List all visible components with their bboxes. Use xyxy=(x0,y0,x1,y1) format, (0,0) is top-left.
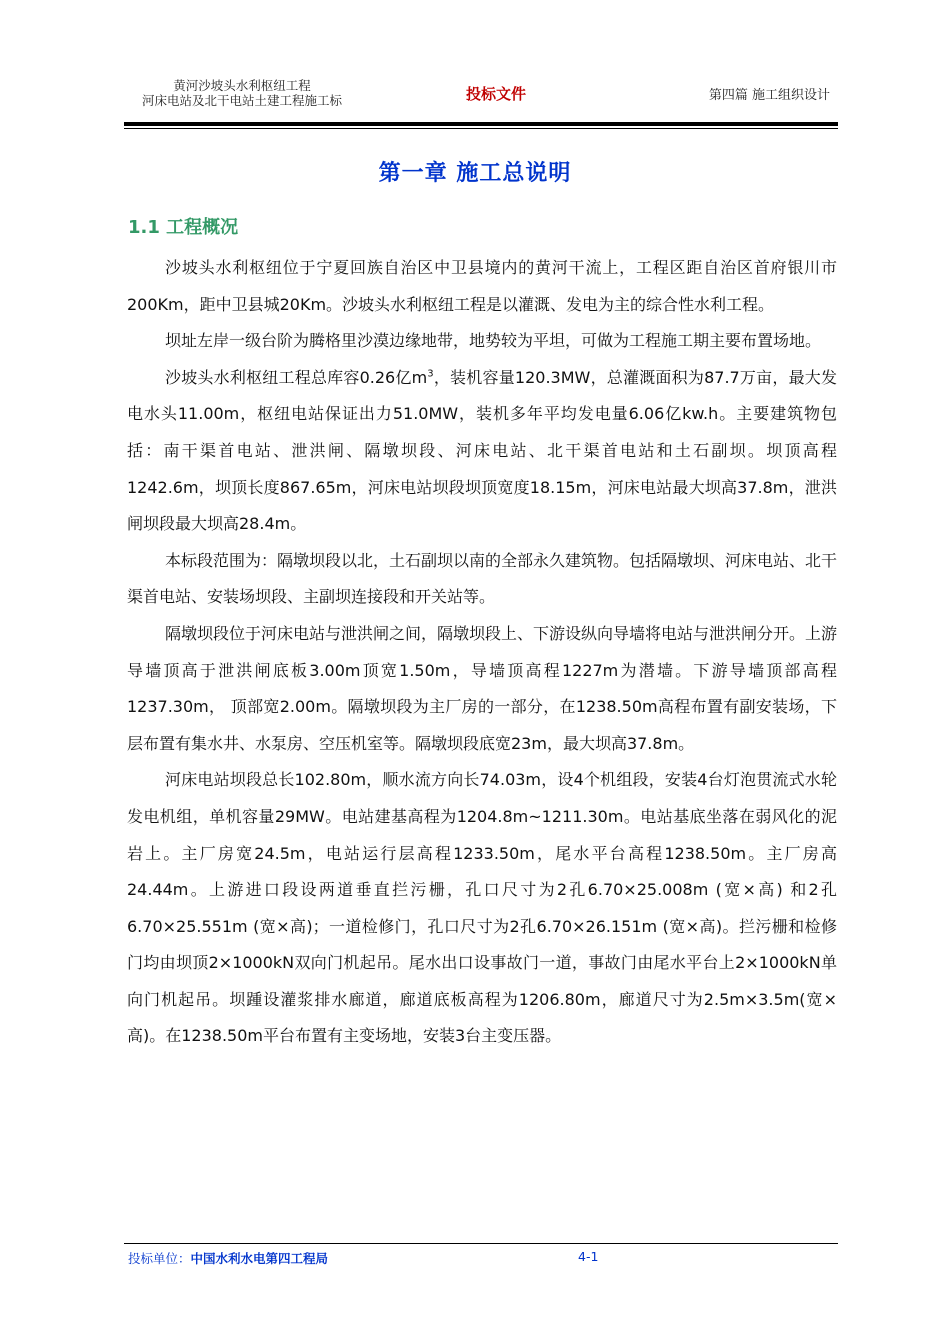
header-document-type: 投标文件 xyxy=(466,85,527,103)
paragraph-scope: 本标段范围为：隔墩坝段以北，土石副坝以南的全部永久建筑物。包括隔墩坝、河床电站、北干渠首电站、安装场坝段、主副坝连接段和开关站等。 xyxy=(127,550,838,607)
paragraph-key-parameters-part2: ，装机容量120.3MW，总灌溉面积为87.7万亩，最大发电水头11.00m，枢纽电站保证出力51.0MW，装机多年平均发电量6.06亿kw.h。主要建筑物包括：南干渠首电站、泄洪闸、隔墩坝段、河床电站、北干渠首电站和土石副坝。坝顶高程1242.6m，坝顶长度867.65m，河床电站坝段坝顶宽度18.15m，河床电站最大坝高37.8m，泄洪闸坝段最大坝高28.4m。 xyxy=(127,367,838,534)
paragraph-key-parameters xyxy=(127,360,837,543)
paragraph-site: 坝址左岸一级台阶为腾格里沙漠边缘地带，地势较为平坦，可做为工程施工期主要布置场地。 xyxy=(165,331,822,351)
superscript-cubic: 3 xyxy=(427,368,434,380)
chapter-title: 第一章 施工总说明 xyxy=(378,161,572,186)
footer-bidder xyxy=(128,1249,328,1267)
paragraph-powerhouse: 河床电站坝段总长102.80m，顺水流方向长74.03m，设4个机组段，安装4台灯泡贯流式水轮发电机组，单机容量29MW。电站建基高程为1204.8m~1211.30m。电站基底坐落在弱风化的泥岩上。主厂房宽24.5m，电站运行层高程1233.50m，尾水平台高程1238.50m。主厂房高24.44m。上游进口段设两道垂直拦污栅，孔口尺寸为2孔6.70×25.008m (宽×高) 和2孔6.70×25.551m (宽×高)；一道检修门，孔口尺寸为2孔6.70×26.151m (宽×高)。拦污栅和检修门均由坝顶2×1000kN双向门机起吊。尾水出口设事故门一道，事故门由尾水平台上2×1000kN单向门机起吊。坝踵设灌浆排水廊道，廊道底板高程为1206.80m，廊道尺寸为2.5m×3.5m(宽×高)。在1238.50m平台布置有主变场地，安装3台主变压器。 xyxy=(127,770,837,1046)
header-rule-thin xyxy=(124,128,838,129)
body-text xyxy=(127,250,837,1055)
header-part-title: 第四篇 施工组织设计 xyxy=(708,88,830,103)
header-project-title xyxy=(124,78,360,108)
page-number: 4-1 xyxy=(578,1249,599,1264)
section-title: 1.1 工程概况 xyxy=(128,217,239,238)
header-rule-thick xyxy=(124,122,838,126)
footer-bidder-org: 中国水利水电第四工程局 xyxy=(190,1251,329,1266)
paragraph-separation-dam: 隔墩坝段位于河床电站与泄洪闸之间，隔墩坝段上、下游设纵向导墙将电站与泄洪闸分开。上游导墙顶高于泄洪闸底板3.00m顶宽1.50m，导墙顶高程1227m为潜墙。下游导墙顶部高程1237.30m， 顶部宽2.00m。隔墩坝段为主厂房的一部分，在1238.50m高程布置有副安装场，下层布置有集水井、水泵房、空压机室等。隔墩坝段底宽23m，最大坝高37.8m。 xyxy=(127,623,838,753)
paragraph-location: 沙坡头水利枢纽位于宁夏回族自治区中卫县境内的黄河干流上，工程区距自治区首府银川市200Km，距中卫县城20Km。沙坡头水利枢纽工程是以灌溉、发电为主的综合性水利工程。 xyxy=(127,258,837,314)
paragraph-key-parameters-part1: 沙坡头水利枢纽工程总库容0.26亿m xyxy=(165,367,428,387)
header-project-line1: 黄河沙坡头水利枢纽工程 xyxy=(173,78,311,93)
footer-rule xyxy=(124,1243,838,1244)
footer-bidder-label: 投标单位： xyxy=(128,1251,191,1266)
page-header xyxy=(124,70,836,122)
header-project-line2: 河床电站及北干电站土建工程施工标 xyxy=(141,93,342,108)
